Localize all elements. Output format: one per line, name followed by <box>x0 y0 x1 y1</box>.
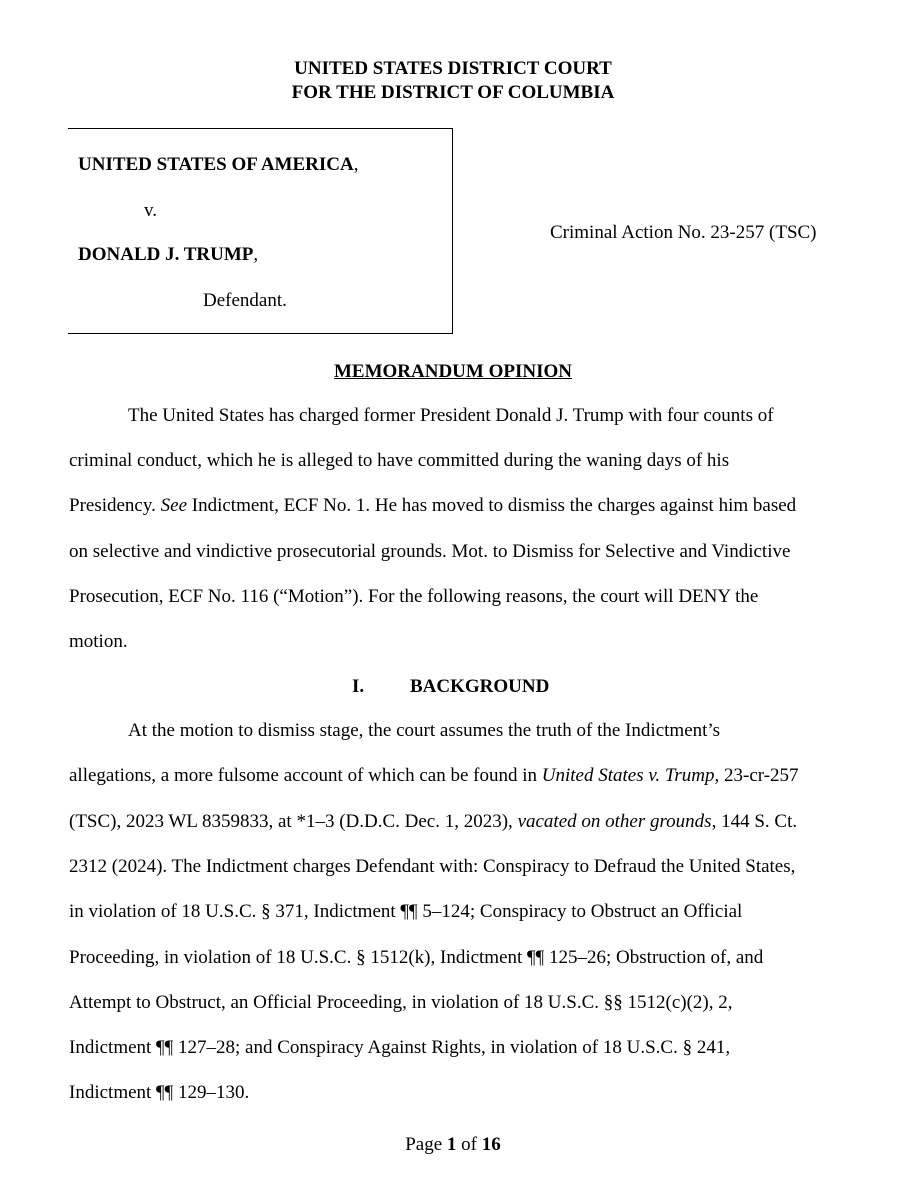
text-line: motion. <box>69 631 128 652</box>
text-line: in violation of 18 U.S.C. § 371, Indictment ¶¶ 5–124; Conspiracy to Obstruct an Official <box>69 901 743 923</box>
text-line: Proceeding, in violation of 18 U.S.C. § 1512(k), Indictment ¶¶ 125–26; Obstruction of, and <box>69 946 764 968</box>
defendant-role: Defendant. <box>203 290 287 311</box>
court-name-line-2: FOR THE DISTRICT OF COLUMBIA <box>291 82 615 103</box>
text-line: allegations, a more fulsome account of which can be found in United States v. Trump, 23-cr-257 <box>69 765 799 787</box>
section-heading: BACKGROUND <box>410 676 550 697</box>
plaintiff-name: UNITED STATES OF AMERICA, <box>78 154 359 175</box>
text-line: Indictment ¶¶ 127–28; and Conspiracy Against Rights, in violation of 18 U.S.C. § 241, <box>69 1037 731 1059</box>
document-title: MEMORANDUM OPINION <box>333 361 572 382</box>
text-line: 2312 (2024). The Indictment charges Defendant with: Conspiracy to Defraud the United States, <box>69 855 796 877</box>
text-line: Prosecution, ECF No. 116 (“Motion”). For the following reasons, the court will DENY the <box>69 585 759 607</box>
text-line: Presidency. See Indictment, ECF No. 1. He has moved to dismiss the charges against him based <box>69 495 797 517</box>
page-footer: Page 1 of 16 <box>405 1134 501 1155</box>
defendant-name: DONALD J. TRUMP, <box>78 244 259 265</box>
court-name-line-1: UNITED STATES DISTRICT COURT <box>294 58 612 79</box>
text-line: (TSC), 2023 WL 8359833, at *1–3 (D.D.C. Dec. 1, 2023), vacated on other grounds, 144 S. Ct. <box>69 810 798 832</box>
section-number: I. <box>352 676 365 697</box>
text-line: At the motion to dismiss stage, the court assumes the truth of the Indictment’s <box>128 720 721 741</box>
text-line: criminal conduct, which he is alleged to have committed during the waning days of his <box>69 450 730 472</box>
text-line: on selective and vindictive prosecutorial grounds. Mot. to Dismiss for Selective and Vindictive <box>69 540 791 562</box>
text-line: Indictment ¶¶ 129–130. <box>69 1082 250 1104</box>
versus-label: v. <box>144 200 158 221</box>
criminal-action-number: Criminal Action No. 23-257 (TSC) <box>550 222 817 243</box>
text-line: The United States has charged former President Donald J. Trump with four counts of <box>128 405 774 426</box>
text-line: Attempt to Obstruct, an Official Proceeding, in violation of 18 U.S.C. §§ 1512(c)(2), 2, <box>69 991 733 1013</box>
